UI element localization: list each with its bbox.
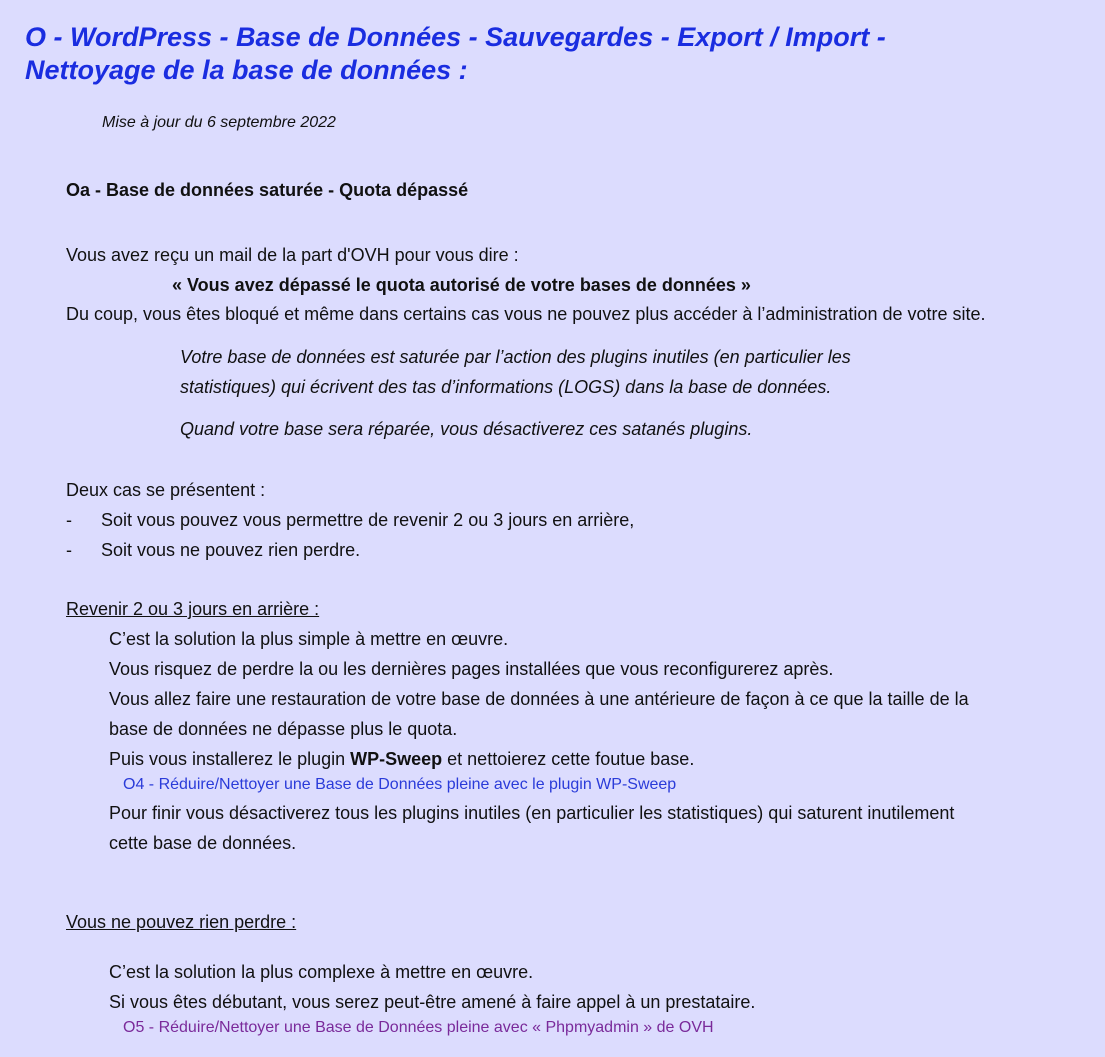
case-dash: - — [66, 540, 72, 560]
revert-line-5 — [109, 748, 694, 770]
revert-line-3: Vous allez faire une restauration de votre base de données à une antérieure de façon à ce que la taille de la — [109, 689, 969, 709]
case-item: Soit vous pouvez vous permettre de revenir 2 ou 3 jours en arrière, — [101, 510, 635, 530]
note-line-1: Votre base de données est saturée par l’action des plugins inutiles (en particulier les — [180, 347, 851, 367]
consequence-text: Du coup, vous êtes bloqué et même dans certains cas vous ne pouvez plus accéder à l’administration de votre site. — [66, 304, 986, 324]
revert-line-4: base de données ne dépasse plus le quota. — [109, 719, 458, 739]
wp-sweep-link-text[interactable]: O4 - Réduire/Nettoyer une Base de Données pleine avec le plugin WP-Sweep — [123, 776, 677, 793]
phpmyadmin-link-text[interactable]: O5 - Réduire/Nettoyer une Base de Données pleine avec « Phpmyadmin » de OVH — [123, 1019, 714, 1036]
cases-intro: Deux cas se présentent : — [66, 480, 266, 500]
revert-line-7: cette base de données. — [109, 833, 297, 853]
nolose-heading: Vous ne pouvez rien perdre : — [66, 912, 297, 932]
plugin-name: WP-Sweep — [350, 749, 443, 769]
note-line-3: Quand votre base sera réparée, vous désactiverez ces satanés plugins. — [180, 419, 753, 439]
page-title-line1: O - WordPress - Base de Données - Sauvegardes - Export / Import - — [25, 22, 886, 52]
nolose-line-2: Si vous êtes débutant, vous serez peut-être amené à faire appel à un prestataire. — [109, 992, 756, 1012]
intro-text: Vous avez reçu un mail de la part d'OVH pour vous dire : — [66, 245, 519, 265]
section-heading: Oa - Base de données saturée - Quota dépassé — [66, 180, 469, 200]
wp-sweep-link[interactable] — [123, 776, 676, 794]
revert-line-5-pre: Puis vous installerez le plugin — [109, 749, 351, 769]
revert-line-1: C’est la solution la plus simple à mettre en œuvre. — [109, 629, 509, 649]
case-dash: - — [66, 510, 72, 530]
update-date: Mise à jour du 6 septembre 2022 — [102, 114, 336, 131]
nolose-line-1: C’est la solution la plus complexe à mettre en œuvre. — [109, 962, 534, 982]
page-title-line2: Nettoyage de la base de données : — [25, 55, 468, 85]
revert-heading: Revenir 2 ou 3 jours en arrière : — [66, 599, 320, 619]
phpmyadmin-link[interactable] — [123, 1019, 714, 1037]
revert-line-2: Vous risquez de perdre la ou les dernières pages installées que vous reconfigurerez après. — [109, 659, 834, 679]
revert-line-6: Pour finir vous désactiverez tous les plugins inutiles (en particulier les statistiques) qui saturent inutilement — [109, 803, 955, 823]
case-item: Soit vous ne pouvez rien perdre. — [101, 540, 361, 560]
quota-quote: « Vous avez dépassé le quota autorisé de votre bases de données » — [172, 275, 751, 295]
note-line-2: statistiques) qui écrivent des tas d’informations (LOGS) dans la base de données. — [180, 377, 832, 397]
revert-line-5-post: et nettoierez cette foutue base. — [442, 749, 695, 769]
